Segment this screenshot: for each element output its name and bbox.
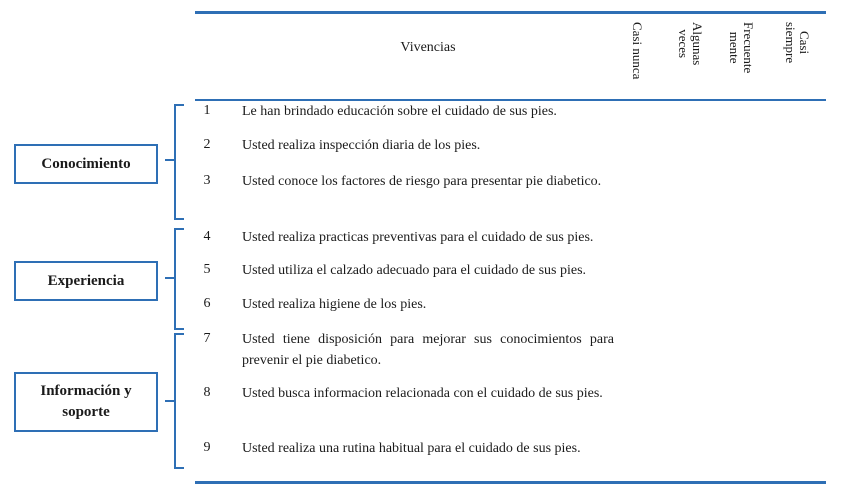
item-number: 8 <box>203 385 211 400</box>
item-text: Usted realiza higiene de los pies. <box>242 297 427 312</box>
item-text: Usted utiliza el calzado adecuado para el cuidado de sus pies. <box>242 263 587 278</box>
item-number: 1 <box>203 103 211 118</box>
category-conocimiento: Conocimiento <box>14 144 158 184</box>
header-vivencias: Vivencias <box>400 40 456 55</box>
brace-informacion-soporte <box>160 332 186 470</box>
item-number: 5 <box>203 262 211 277</box>
brace-conocimiento <box>160 103 186 221</box>
item-text: Usted tiene disposición para mejorar sus conocimientos para prevenir el pie diabetico. <box>242 332 614 368</box>
item-number: 9 <box>203 440 211 455</box>
item-number: 6 <box>203 296 211 311</box>
category-informacion-soporte: Información y soporte <box>14 372 158 432</box>
item-text: Usted conoce los factores de riesgo para presentar pie diabetico. <box>242 174 602 189</box>
item-number: 4 <box>203 229 211 244</box>
item-number: 7 <box>203 331 211 346</box>
item-text: Usted realiza practicas preventivas para el cuidado de sus pies. <box>242 230 594 245</box>
item-number: 2 <box>203 137 211 152</box>
category-experiencia: Experiencia <box>14 261 158 301</box>
brace-experiencia <box>160 227 186 331</box>
table-top-rule <box>195 11 826 14</box>
table-bottom-rule <box>195 481 826 484</box>
item-text: Usted realiza una rutina habitual para el cuidado de sus pies. <box>242 441 581 456</box>
item-number: 3 <box>203 173 211 188</box>
item-text: Le han brindado educación sobre el cuidado de sus pies. <box>242 104 557 119</box>
item-text: Usted realiza inspección diaria de los pies. <box>242 138 481 153</box>
item-text: Usted busca informacion relacionada con el cuidado de sus pies. <box>242 386 603 401</box>
